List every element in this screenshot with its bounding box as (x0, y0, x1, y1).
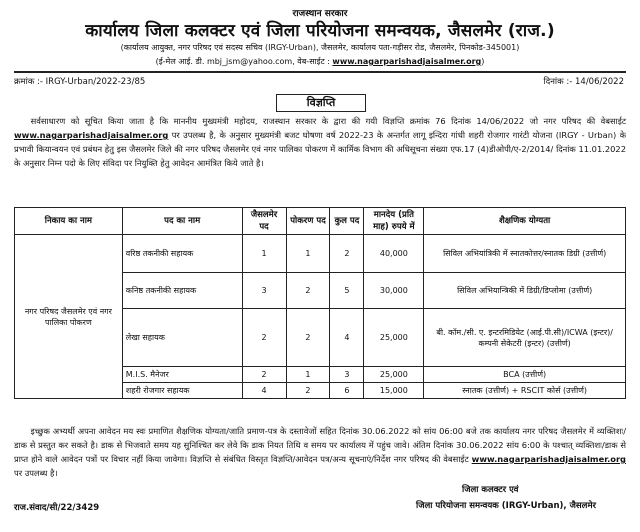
body-name-cell: नगर परिषद जैसलमेर एवं नगर पालिका पोकरण (15, 235, 123, 399)
total-cell: 5 (330, 273, 364, 309)
pokaran-cell: 2 (286, 383, 330, 399)
salary-cell: 15,000 (364, 383, 424, 399)
jaisalmer-cell: 1 (242, 235, 286, 273)
pokaran-cell: 1 (286, 367, 330, 383)
jaisalmer-cell: 2 (242, 367, 286, 383)
notice-title: विज्ञप्ति (276, 94, 366, 112)
total-cell: 4 (330, 309, 364, 367)
col-header-total: कुल पद (330, 208, 364, 235)
footer (14, 480, 626, 526)
reference-date: दिनांक :- 14/06/2022 (543, 77, 624, 87)
contact-suffix: ) (481, 57, 485, 66)
closing-text-a: इच्छुक अभ्यर्थी अपना आवेदन मय स्वः प्रमाणित शैक्षणिक योग्यता/जाति प्रमाण-पत्र के दस्तावेजों सहित दिनांक 30.06.2022 को सांय 06:00 बजे तक कार्यालय नगर परिषद जैसलमेर में व्यक्तिशः/डाक से प्रस्तुत कर सकते है। डाक से भिजवाते समय यह सुनिश्चित कर लेवे कि डाक नियत तिथि व समय पर कार्यालय में पहुंच जावे। अंतिम दिनांक 30.06.2022 सांय 6:00 के पश्चात् व्यक्तिशः/डाक से प्राप्त होने वाले आवेदन पत्रों पर विचार नहीं किया जावेगा। विज्ञप्ति से संबंधित विस्तृत विज्ञप्ति/आवेदन पत्र/अन्य सूचनाएं/निर्देश नगर परिषद की वेबसाईट (14, 426, 626, 464)
col-header-jaisalmer: जैसलमेर पद (242, 208, 286, 235)
signatory-line-1: जिला कलक्टर एवं (462, 485, 519, 495)
pokaran-cell: 1 (286, 235, 330, 273)
qualification-cell: BCA (उत्तीर्ण) (424, 367, 626, 383)
table-header-row (15, 208, 626, 235)
pokaran-cell: 2 (286, 273, 330, 309)
notice (14, 6, 626, 526)
col-header-qualification: शैक्षणिक योग्यता (424, 208, 626, 235)
header-divider (14, 71, 626, 73)
closing-paragraph (14, 424, 626, 480)
post-cell: वरिष्ठ तकनीकी सहायक (122, 235, 242, 273)
reference-line (14, 76, 626, 90)
reference-number: क्रमांक :- IRGY-Urban/2022-23/85 (14, 77, 146, 87)
qualification-cell: सिविल अभियांत्रिकी में स्नातकोत्तर/स्नातक डिग्री (उत्तीर्ण) (424, 235, 626, 273)
post-cell: कनिष्ठ तकनीकी सहायक (122, 273, 242, 309)
jaisalmer-cell: 3 (242, 273, 286, 309)
total-cell: 2 (330, 235, 364, 273)
contact-prefix: (ई-मेल आई. डी. mbj_jsm@yahoo.com, वेब-साईट : (155, 57, 333, 66)
intro-website: www.nagarparishadjaisalmer.org (14, 130, 169, 140)
col-header-post: पद का नाम (122, 208, 242, 235)
jaisalmer-cell: 2 (242, 309, 286, 367)
closing-text-b: पर उपलब्ध है। (14, 468, 58, 478)
pokaran-cell: 2 (286, 309, 330, 367)
table-row (15, 235, 626, 273)
post-cell: लेखा सहायक (122, 309, 242, 367)
qualification-cell: स्नातक (उत्तीर्ण) + RSCIT कोर्स (उत्तीर्ण) (424, 383, 626, 399)
intro-paragraph (14, 114, 626, 170)
total-cell: 6 (330, 383, 364, 399)
intro-text-a: सर्वसाधारण को सूचित किया जाता है कि माननीय मुख्यमंत्री महोदय, राजस्थान सरकार के द्वारा की गयी विज्ञप्ति क्रमांक 76 दिनांक 14/06/2022 जो नगर परिषद की वेबसाईट (30, 116, 626, 126)
office-title: कार्यालय जिला कलक्टर एवं जिला परियोजना समन्वयक, जैसलमेर (राज.) (85, 21, 555, 41)
total-cell: 3 (330, 367, 364, 383)
jaisalmer-cell: 4 (242, 383, 286, 399)
salary-cell: 25,000 (364, 367, 424, 383)
col-header-body: निकाय का नाम (15, 208, 123, 235)
post-cell: शहरी रोजगार सहायक (122, 383, 242, 399)
intro-text-b: पर उपलब्ध है, के अनुसार मुख्यमंत्री बजट घोषणा वर्ष 2022-23 के अन्तर्गत लागू इन्दिरा गांधी शहरी रोजगार गारंटी योजना (IRGY - Urban) के प्रभावी कियान्वयन एवं प्रबंधन हेतु इस जैसलमेर जिले की नगर परिषद जैसलमेर एवं नगर पालिका पोकरण में कार्मिक विभाग की अधिसूचना संख्या एफ.17 (4)डीओपी/ए-2/2014/ दिनांक 11.01.2022 के अनुसार निम्न पदो के लिए संविदा पर नियुक्ति हेतु आवेदन आमंत्रित किये जाते है। (14, 130, 626, 168)
contact-website: www.nagarparishadjaisalmer.org (332, 57, 482, 66)
post-cell: M.I.S. मैनेजर (122, 367, 242, 383)
salary-cell: 30,000 (364, 273, 424, 309)
posts-table (14, 207, 626, 399)
contact-line (14, 56, 626, 67)
closing-website: www.nagarparishadjaisalmer.org (471, 454, 626, 464)
salary-cell: 40,000 (364, 235, 424, 273)
signatory-line-2: जिला परियोजना समन्वयक (IRGY-Urban), जैसलमेर (416, 501, 597, 511)
office-subtitle: (कार्यालय आयुक्त, नगर परिषद एवं सदस्य सचिव (IRGY-Urban), जैसलमेर, कार्यालय पता-गड़ीसर रोड, जैसलमेर, पिनकोड-345001) (120, 43, 520, 52)
government-header: राजस्थान सरकार (292, 9, 348, 19)
ad-reference: राज.संवाद/सी/22/3429 (14, 503, 100, 513)
qualification-cell: सिविल अभियान्त्रिकी में डिग्री/डिप्लोमा (उत्तीर्ण) (424, 273, 626, 309)
salary-cell: 25,000 (364, 309, 424, 367)
col-header-pokaran: पोकरण पद (286, 208, 330, 235)
qualification-cell: बी. कॉम./सी. ए. इन्टरमिडियेट (आई.पी.सी)/ICWA (इन्टर)/कम्पनी सेकेटरी (इन्टर) (उत्तीर्ण) (424, 309, 626, 367)
col-header-salary: मानदेय (प्रति माह) रुपये में (364, 208, 424, 235)
